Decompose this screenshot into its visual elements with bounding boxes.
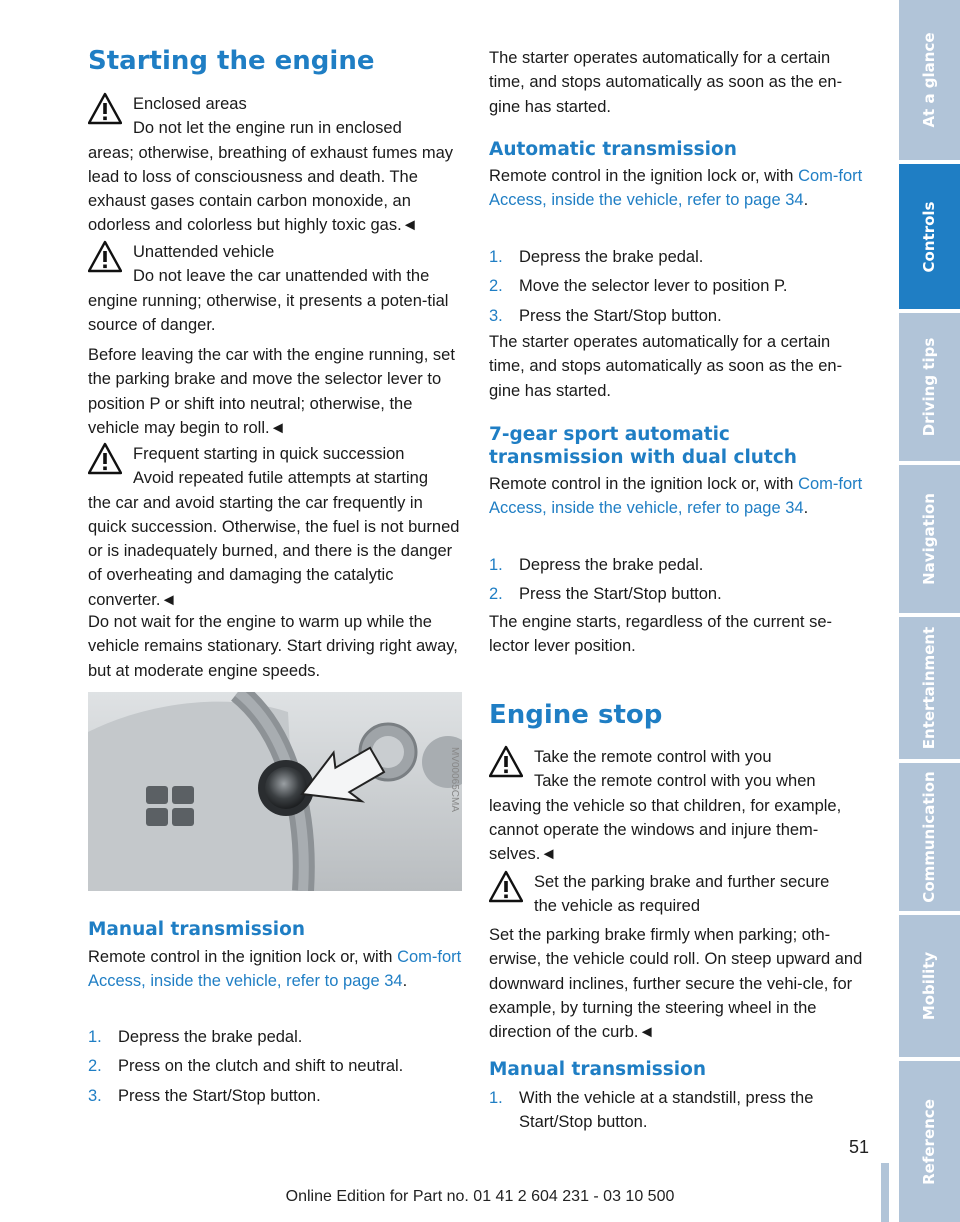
tab-navigation[interactable] — [899, 465, 960, 613]
warning-icon — [88, 240, 122, 274]
paragraph-engine-starts: The engine starts, regardless of the current se-lector lever position. — [489, 613, 833, 656]
page-34-link[interactable]: Com-fort Access, inside the vehicle, refer to page 34 — [489, 167, 863, 210]
heading-manual-transmission: Manual transmission — [88, 919, 305, 940]
warning-unattended-vehicle — [88, 240, 462, 337]
warning-first-line: the vehicle as required — [534, 897, 701, 916]
intro-end: . — [803, 499, 809, 518]
tab-label: Entertainment — [920, 626, 938, 750]
list-item — [489, 582, 863, 606]
warning-title: Set the parking brake and further secure — [534, 873, 830, 891]
warning-title: Frequent starting in quick succession — [133, 445, 405, 463]
warning-enclosed-areas — [88, 92, 462, 238]
list-item — [489, 245, 863, 269]
sport-steps — [489, 553, 863, 612]
step-text: Depress the brake pedal. — [118, 1028, 303, 1046]
warning-text: the car and avoid starting the car frequently in quick succession. Otherwise, the fuel is not burned or is inadequately burned, and there is the danger of overheating and damaging the catalytic converter.◄ — [88, 493, 460, 609]
paragraph-warm-up: Do not wait for the engine to warm up while the vehicle remains stationary. Start driving right away, but at moderate engine speeds. — [88, 613, 458, 680]
intro-text: Remote control in the ignition lock or, with — [489, 167, 799, 185]
auto-intro — [489, 164, 863, 213]
page-34-link[interactable]: Com-fort Access, inside the vehicle, refer to page 34 — [88, 948, 462, 991]
tab-entertainment[interactable] — [899, 617, 960, 759]
paragraph-parking: Set the parking brake firmly when parking; oth-erwise, the vehicle could roll. On steep upward and downward inclines, further secure the vehi-cle, for example, by turning the steering wheel in the direction of the curb.◄ — [489, 926, 863, 1042]
list-item — [489, 304, 863, 328]
warning-icon — [88, 92, 122, 126]
warning-text: leaving the vehicle so that children, for example, cannot operate the windows and injure them-selves.◄ — [489, 796, 842, 864]
heading-manual-transmission-stop: Manual transmission — [489, 1059, 706, 1080]
warning-title: Unattended vehicle — [133, 243, 275, 261]
warning-icon — [489, 745, 523, 779]
tab-controls[interactable] — [899, 164, 960, 309]
list-item — [88, 1084, 462, 1108]
tab-label: Mobility — [920, 951, 938, 1021]
warning-title: Enclosed areas — [133, 95, 247, 113]
step-number: 1. — [88, 1028, 102, 1046]
intro-end: . — [803, 191, 809, 210]
step-number: 3. — [489, 306, 503, 325]
intro-end: . — [402, 972, 408, 991]
step-number: 1. — [489, 556, 503, 574]
step-text: Depress the brake pedal. — [519, 248, 704, 266]
warning-text: engine running; otherwise, it presents a poten-tial source of danger. — [88, 291, 449, 334]
warning-first-line: Take the remote control with you when — [534, 772, 816, 791]
step-number: 2. — [88, 1057, 102, 1076]
step-number: 3. — [88, 1086, 102, 1105]
tab-label: Navigation — [920, 493, 938, 585]
footer-text: Online Edition for Part no. 01 41 2 604 231 - 03 10 500 — [285, 1188, 675, 1205]
page-number: 51 — [849, 1137, 870, 1157]
auto-steps — [489, 245, 863, 333]
heading-engine-stop: Engine stop — [489, 700, 663, 730]
tab-label: Driving tips — [920, 337, 938, 437]
tab-label: Controls — [920, 201, 938, 272]
list-item — [88, 1054, 462, 1078]
heading-starting-engine: Starting the engine — [88, 46, 375, 76]
intro-text: Remote control in the ignition lock or, with — [88, 948, 398, 966]
paragraph-starter-2: The starter operates automatically for a certain time, and stops automatically as soon as the en-gine has started. — [489, 333, 843, 400]
manual-stop-steps — [489, 1086, 863, 1140]
paragraph-before-leaving: Before leaving the car with the engine running, set the parking brake and move the selector lever to position P or shift into neutral; otherwise, the vehicle may begin to roll.◄ — [88, 346, 455, 437]
page-34-link[interactable]: Com-fort Access, inside the vehicle, refer to page 34 — [489, 475, 863, 518]
start-stop-button-photo — [88, 692, 462, 891]
step-text: Press on the clutch and shift to neutral. — [118, 1057, 404, 1076]
list-item — [88, 1025, 462, 1049]
warning-icon — [88, 442, 122, 476]
warning-icon — [489, 870, 523, 904]
sport-intro — [489, 472, 863, 521]
intro-text: Remote control in the ignition lock or, with — [489, 475, 799, 493]
step-text: Move the selector lever to position P. — [519, 277, 788, 296]
list-item — [489, 1086, 863, 1135]
warning-first-line: Do not let the engine run in enclosed — [133, 119, 402, 138]
image-code: MV00065CMA — [449, 746, 460, 812]
warning-parking-brake — [489, 870, 863, 919]
tab-communication[interactable] — [899, 763, 960, 911]
step-number: 1. — [489, 1089, 503, 1107]
tab-at-a-glance[interactable] — [899, 0, 960, 160]
paragraph-starter-1: The starter operates automatically for a certain time, and stops automatically as soon as the en-gine has started. — [489, 49, 843, 116]
step-text: Press the Start/Stop button. — [519, 585, 722, 604]
chapter-tabs — [899, 0, 960, 1222]
step-number: 1. — [489, 248, 503, 266]
step-text: Press the Start/Stop button. — [118, 1086, 321, 1105]
list-item — [489, 274, 863, 298]
manual-intro — [88, 945, 462, 994]
warning-first-line: Avoid repeated futile attempts at starting — [133, 469, 429, 488]
dashboard-illustration — [88, 692, 462, 891]
heading-sport-automatic: 7-gear sport automatic transmission with dual clutch — [489, 424, 797, 468]
tab-label: At a glance — [920, 32, 938, 128]
step-text: Depress the brake pedal. — [519, 556, 704, 574]
tab-mobility[interactable] — [899, 915, 960, 1057]
step-number: 2. — [489, 277, 503, 296]
tab-driving-tips[interactable] — [899, 313, 960, 461]
step-text: With the vehicle at a standstill, press the Start/Stop button. — [519, 1089, 814, 1132]
list-item — [489, 553, 863, 577]
warning-first-line: Do not leave the car unattended with the — [133, 267, 430, 286]
warning-title: Take the remote control with you — [534, 748, 772, 766]
tab-label: Communication — [920, 771, 938, 903]
step-number: 2. — [489, 585, 503, 604]
warning-text: areas; otherwise, breathing of exhaust fumes may lead to loss of consciousness and death. The exhaust gases contain carbon monoxide, an odorless and colorless but highly toxic gas.◄ — [88, 143, 454, 235]
warning-remote-control — [489, 745, 863, 866]
tab-label: Reference — [920, 1098, 938, 1185]
warning-frequent-starting — [88, 442, 462, 612]
heading-automatic-transmission: Automatic transmission — [489, 139, 737, 160]
step-text: Press the Start/Stop button. — [519, 306, 722, 325]
manual-steps — [88, 1025, 462, 1113]
